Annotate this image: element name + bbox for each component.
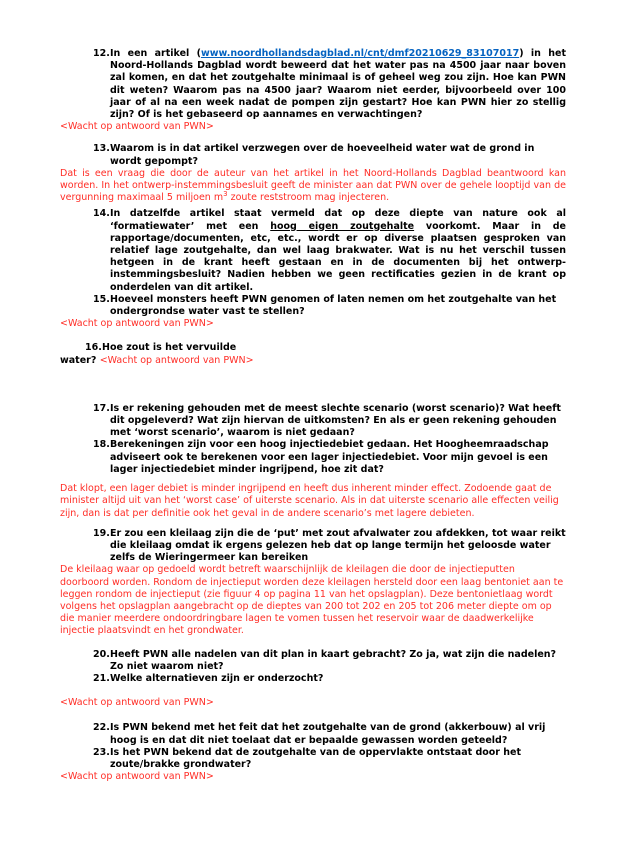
answer-paragraph-19: De kleilaag waar op gedoeld wordt betreft waarschijnlijk de kleilagen die door de injectieputten doorboord worden. Rondom de injectieput worden deze kleilagen hersteld door een laag bentoniet aan te leggen rondom de injectieput (zie figuur 4 op pagina 11 van het opslagplan). Deze bentonietlaag wordt volgens het opslagplan aangebracht op de dieptes van 200 tot 202 en 205 tot 206 meter diepte om op die manier meerdere ondoordringbare lagen te vomen tussen het reservoir waar de daadwerkelijke injectie plaatsvindt en het grondwater. (60, 564, 564, 637)
superscript-cubed: 3 (223, 190, 228, 199)
question-text (110, 48, 566, 121)
question-item-20 (60, 649, 566, 673)
wait-note: <Wacht op antwoord van PWN> (60, 771, 214, 783)
answer-paragraph-13 (60, 168, 566, 205)
question-number: 16. (85, 342, 102, 354)
wait-note: <Wacht op antwoord van PWN> (60, 318, 214, 330)
question-text: Berekeningen zijn voor een hoog injectiedebiet gedaan. Het Hoogheemraadschap adviseert ook te berekenen voor een lager injectiedebiet. Voor mijn gevoel is een lager injectiedebiet minder ingrijpend, hoe zit dat? (110, 439, 549, 475)
question-text: Is PWN bekend met het feit dat het zoutgehalte van de grond (akkerbouw) al vrij hoog is en dat dit niet toelaat dat er bepaalde gewassen worden geteeld? (110, 722, 546, 746)
question-number: 15. (93, 293, 110, 305)
question-number: 22. (93, 722, 110, 734)
question-number: 14. (93, 208, 110, 220)
question-item-21 (60, 673, 566, 685)
question-item-22 (60, 722, 566, 746)
question-item-12 (60, 48, 566, 121)
question-text: Is het PWN bekend dat de zoutgehalte van de oppervlakte ontstaat door het zoute/brakke grondwater? (110, 746, 522, 770)
question-12-pre: In een artikel ( (110, 48, 201, 59)
answer-13-pre: Dat is een vraag die door de auteur van het artikel in het Noord-Hollands Dagblad beantwoord kan worden. In het ontwerp-instemmingsbesluit geeft de minister aan dat PWN over de gehele looptijd van de vergunning maximaal 5 miljoen m (60, 167, 566, 204)
question-14-pre: In datzelfde artikel staat vermeld dat op deze diepte van nature ook al ‘formatiewater’ met een (110, 208, 566, 232)
wait-note: <Wacht op antwoord van PWN> (99, 354, 254, 366)
question-number: 13. (93, 143, 110, 155)
question-number: 12. (93, 48, 110, 59)
question-item-23 (60, 747, 566, 771)
question-item-17 (60, 403, 566, 440)
question-16-wrap-line (60, 355, 566, 367)
question-number: 19. (93, 527, 110, 539)
question-item-13 (60, 143, 566, 167)
question-text: Waarom is in dat artikel verzwegen over de hoeveelheid water wat de grond in wordt gepompt? (110, 143, 535, 167)
question-number: 23. (93, 746, 110, 758)
question-text: Hoe zout is het vervuilde (102, 342, 237, 354)
answer-13-post: zoute reststroom mag injecteren. (227, 192, 390, 204)
question-item-14 (60, 208, 566, 293)
question-14-underlined: hoog eigen zoutgehalte (270, 220, 415, 232)
question-text (110, 208, 566, 293)
question-text: Hoeveel monsters heeft PWN genomen of laten nemen om het zoutgehalte van het ondergrondse water vast te stellen? (110, 293, 557, 318)
wait-note: <Wacht op antwoord van PWN> (60, 697, 214, 709)
question-text: Heeft PWN alle nadelen van dit plan in kaart gebracht? Zo ja, wat zijn die nadelen? Zo niet waarom niet? (110, 648, 557, 672)
wait-note: <Wacht op antwoord van PWN> (60, 121, 214, 133)
question-item-18 (60, 439, 566, 476)
question-number: 20. (93, 648, 110, 660)
question-text: Welke alternatieven zijn er onderzocht? (110, 672, 324, 684)
question-item-19 (60, 528, 566, 565)
answer-paragraph-18: Dat klopt, een lager debiet is minder ingrijpend en heeft dus inherent minder effect. Zodoende gaat de minister altijd uit van het ‘worst case’ of uiterste scenario. Als in dat uiterste scenario alle effecten veilig zijn, dan is dat per definitie ook het geval in de andere scenario’s met lagere debieten. (60, 483, 559, 519)
question-text: Is er rekening gehouden met de meest slechte scenario (worst scenario)? Wat heeft dit opgeleverd? Wat zijn hiervan de uitkomsten? En als er geen rekening gehouden met ‘worst scenario’, waarom is niet gedaan? (110, 402, 561, 439)
question-text: Er zou een kleilaag zijn die de ‘put’ met zout afvalwater zou afdekken, tot waar reikt die kleilaag omdat ik ergens gelezen heb dat op lange termijn het geloosde water zelfs de Wieringermeer kan bereiken (110, 527, 566, 564)
question-number: 21. (93, 672, 110, 684)
question-12-post: ) in het Noord-Hollands Dagblad wordt beweerd dat het water pas na 4500 jaar naar boven zal komen, en dat het zoutgehalte minimaal is of geheel weg zou zijn. Hoe kan PWN dit weten? Waarom pas na 4500 jaar? Waarom niet eerder, bijvoorbeeld over 100 jaar of al na een week nadat de pompen zijn gestart? Hoe kan PWN hier zo stellig zijn? Of is het gebaseerd op aannames en verwachtingen? (110, 48, 566, 121)
question-item-16 (60, 342, 566, 354)
question-number: 18. (93, 439, 110, 451)
question-14-post: voorkomt. Maar in de rapportage/documenten, etc, etc., wordt er op diverse plaatsen gesproken van relatief lage zoutgehalte, dan wel laag brakwater. Wat is nu het verschil tussen hetgeen in de krant heeft gestaan en in de documenten bij het ontwerp-instemmingsbesluit? Nadien hebben we geen rectificaties gezien in de krant op onderdelen van dit artikel. (110, 220, 566, 293)
question-text-continued: water? (60, 354, 97, 366)
article-link[interactable]: www.noordhollandsdagblad.nl/cnt/dmf20210629_83107017 (200, 48, 520, 59)
question-number: 17. (93, 402, 110, 414)
question-item-15 (60, 294, 566, 318)
